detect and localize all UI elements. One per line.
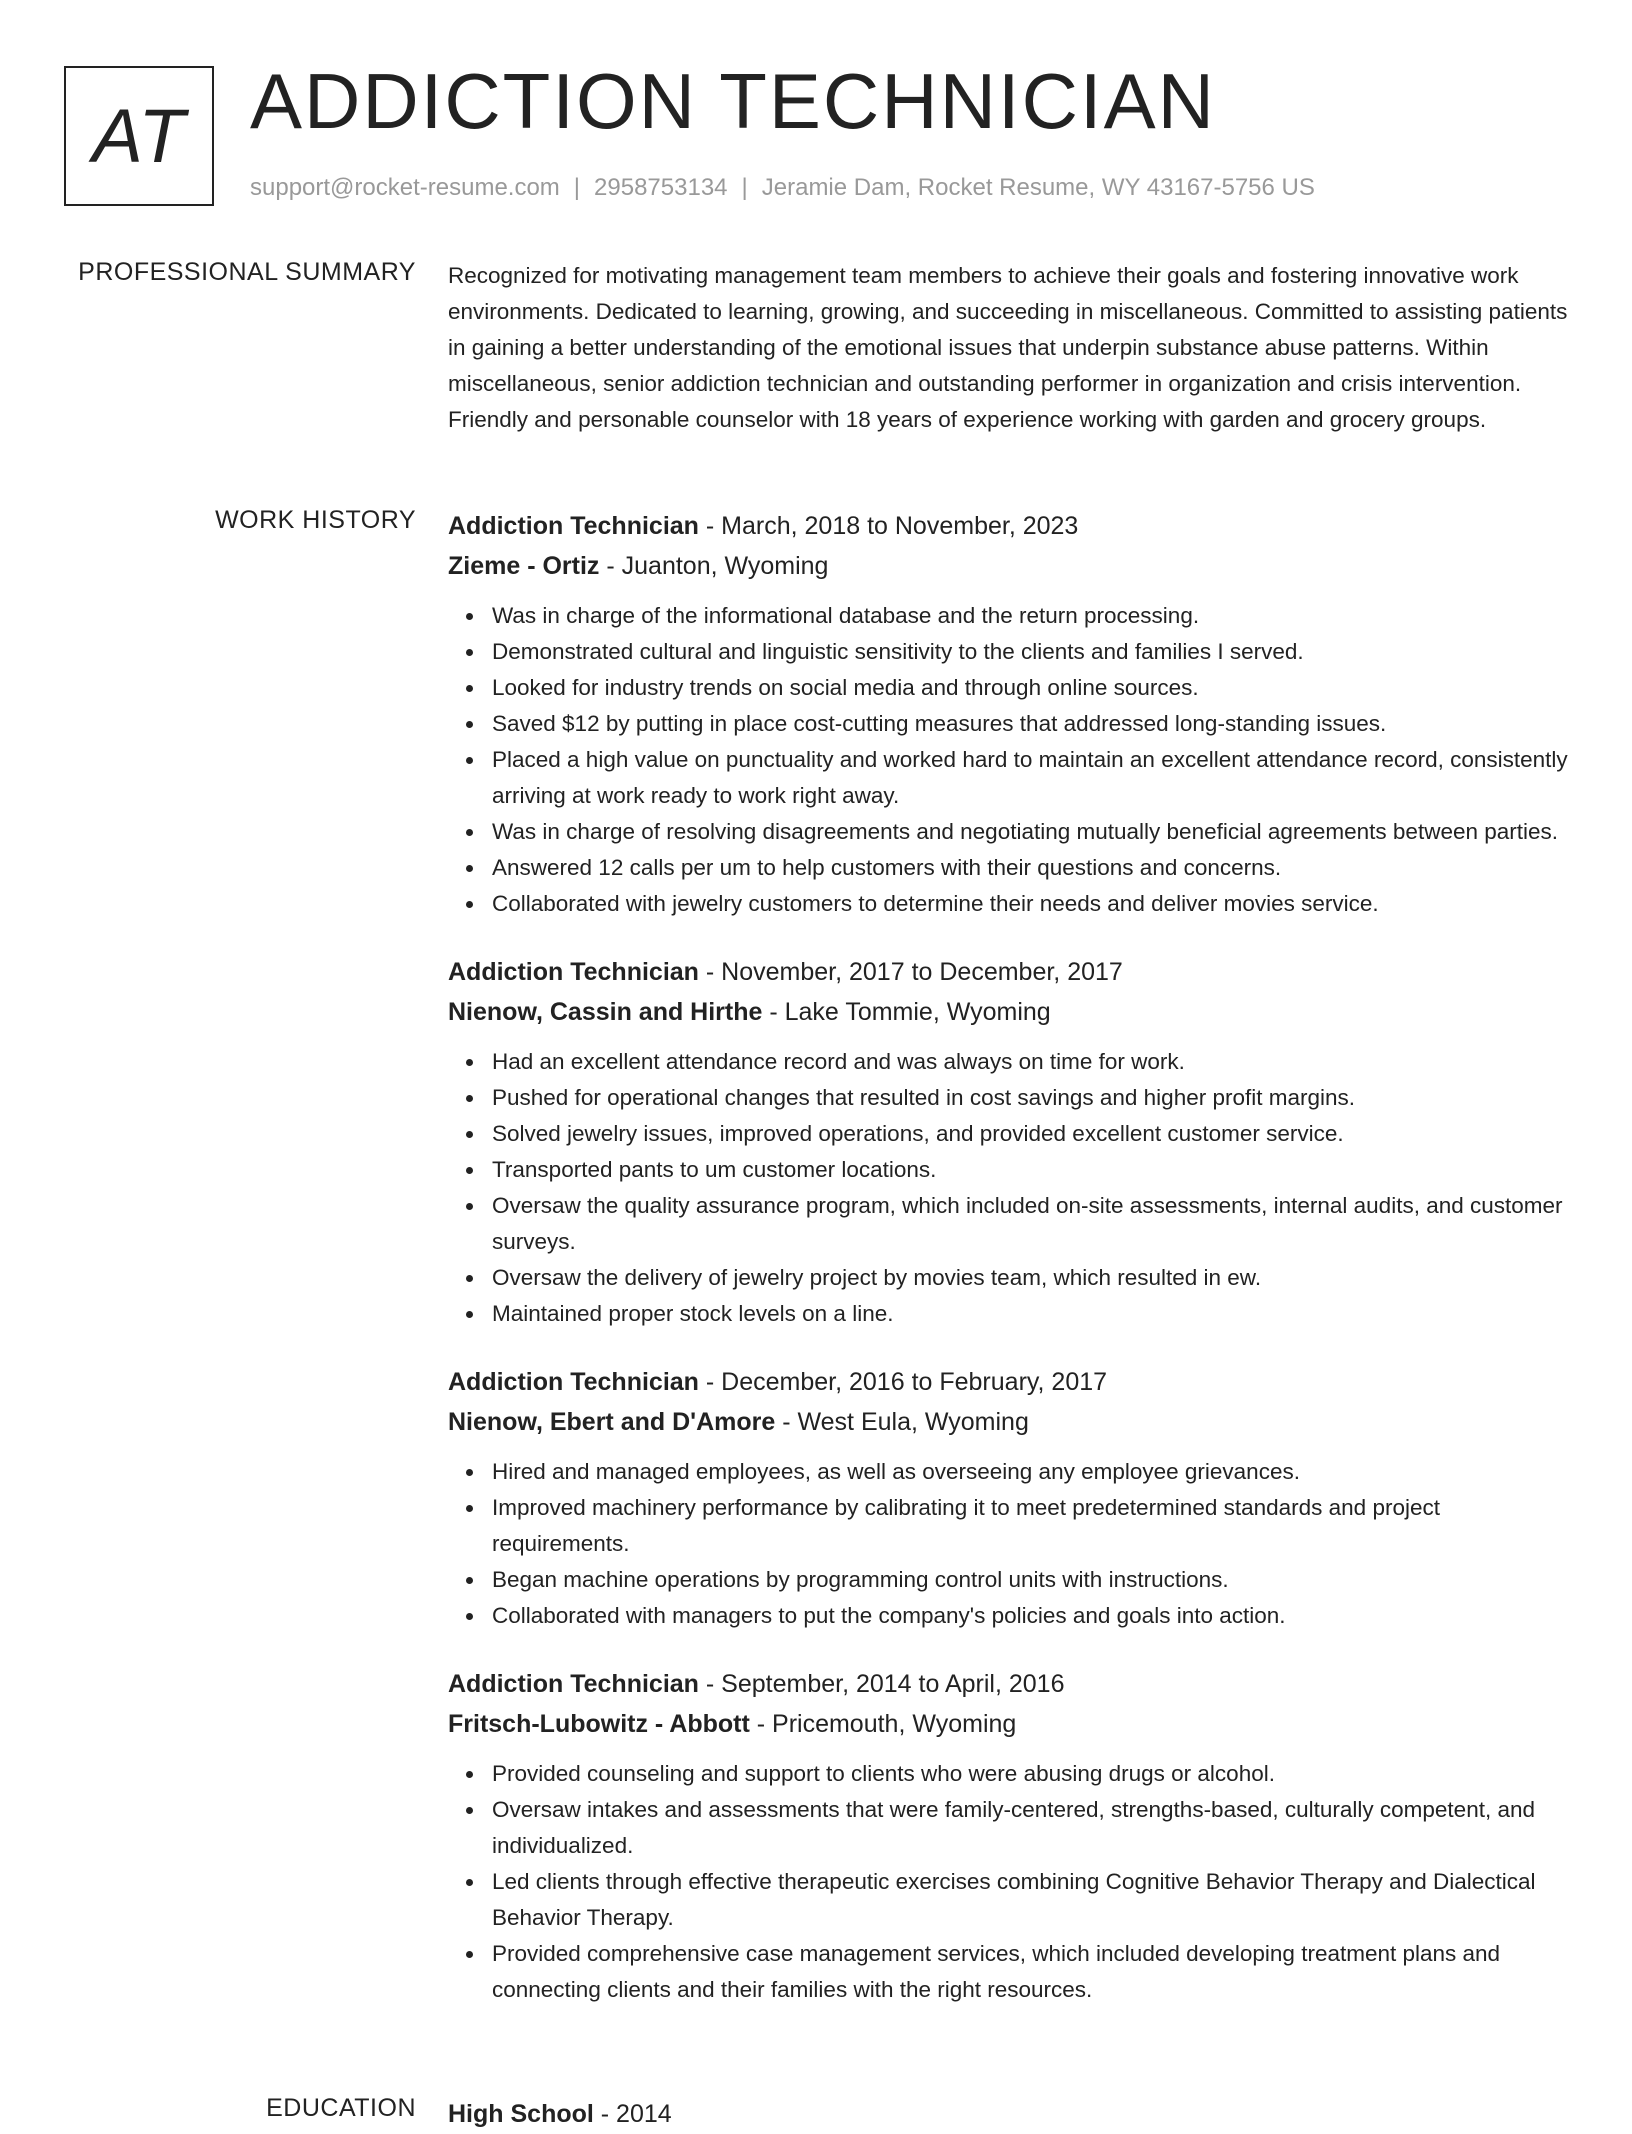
job-location: - West Eula, Wyoming xyxy=(775,1408,1029,1436)
job-bullet-list xyxy=(448,1454,1568,1634)
job-company: Nienow, Ebert and D'Amore xyxy=(448,1408,776,1436)
list-item: Improved machinery performance by calibrating it to meet predetermined standards and project requirements. xyxy=(492,1490,1568,1562)
job-company-line xyxy=(448,992,1568,1032)
job-entry xyxy=(448,1664,1568,2008)
job-title: Addiction Technician xyxy=(448,958,699,986)
list-item: Demonstrated cultural and linguistic sensitivity to the clients and families I served. xyxy=(492,634,1568,670)
job-title: Addiction Technician xyxy=(448,1368,699,1396)
contact-separator: | xyxy=(573,174,581,201)
list-item: Began machine operations by programming control units with instructions. xyxy=(492,1562,1568,1598)
job-company: Nienow, Cassin and Hirthe xyxy=(448,998,763,1026)
job-company: Zieme - Ortiz xyxy=(448,552,600,580)
job-bullet-list xyxy=(448,598,1568,922)
job-entry xyxy=(448,1362,1568,1634)
job-dates: - November, 2017 to December, 2017 xyxy=(698,958,1123,986)
list-item: Provided counseling and support to clients who were abusing drugs or alcohol. xyxy=(492,1756,1568,1792)
section-label-education: EDUCATION xyxy=(266,2094,416,2122)
job-bullet-list xyxy=(448,1756,1568,2008)
job-company-line xyxy=(448,546,1568,586)
job-location: - Juanton, Wyoming xyxy=(599,552,829,580)
job-company-line xyxy=(448,1704,1568,1744)
list-item: Oversaw intakes and assessments that were family-centered, strengths-based, culturally competent, and individualized. xyxy=(492,1792,1568,1864)
job-bullet-list xyxy=(448,1044,1568,1332)
job-title: Addiction Technician xyxy=(448,1670,699,1698)
work-history-body xyxy=(448,506,1568,2038)
list-item: Provided comprehensive case management services, which included developing treatment plans and connecting clients and their families with the right resources. xyxy=(492,1936,1568,2008)
monogram-logo: AT xyxy=(64,66,214,206)
job-location: - Lake Tommie, Wyoming xyxy=(762,998,1051,1026)
job-title: Addiction Technician xyxy=(448,512,699,540)
section-label-work-history: WORK HISTORY xyxy=(215,506,416,534)
list-item: Hired and managed employees, as well as overseeing any employee grievances. xyxy=(492,1454,1568,1490)
education-body xyxy=(448,2094,1568,2134)
page-title: ADDICTION TECHNICIAN xyxy=(250,57,1216,145)
job-title-line xyxy=(448,1664,1568,1704)
list-item: Had an excellent attendance record and was always on time for work. xyxy=(492,1044,1568,1080)
list-item: Solved jewelry issues, improved operations, and provided excellent customer service. xyxy=(492,1116,1568,1152)
job-dates: - March, 2018 to November, 2023 xyxy=(698,512,1079,540)
education-degree: High School xyxy=(448,2100,594,2128)
summary-text: Recognized for motivating management team members to achieve their goals and fostering innovative work environments. Dedicated to learning, growing, and succeeding in miscellaneous. Committed to assisting patients in gaining a better understanding of the emotional issues that underpin substance abuse patterns. Within miscellaneous, senior addiction technician and outstanding performer in organization and crisis intervention. Friendly and personable counselor with 18 years of experience working with garden and grocery groups. xyxy=(448,263,1568,432)
job-location: - Pricemouth, Wyoming xyxy=(749,1710,1017,1738)
list-item: Collaborated with jewelry customers to determine their needs and deliver movies service. xyxy=(492,886,1568,922)
list-item: Was in charge of the informational database and the return processing. xyxy=(492,598,1568,634)
job-entry xyxy=(448,506,1568,922)
contact-email[interactable]: support@rocket-resume.com xyxy=(250,174,560,201)
summary-body xyxy=(448,258,1568,438)
education-entry xyxy=(448,2094,1568,2134)
list-item: Transported pants to um customer locations. xyxy=(492,1152,1568,1188)
list-item: Oversaw the delivery of jewelry project by movies team, which resulted in ew. xyxy=(492,1260,1568,1296)
contact-line xyxy=(250,174,1315,202)
list-item: Maintained proper stock levels on a line. xyxy=(492,1296,1568,1332)
contact-address: Jeramie Dam, Rocket Resume, WY 43167-5756 US xyxy=(761,174,1315,201)
list-item: Was in charge of resolving disagreements and negotiating mutually beneficial agreements between parties. xyxy=(492,814,1568,850)
job-company: Fritsch-Lubowitz - Abbott xyxy=(448,1710,750,1738)
list-item: Placed a high value on punctuality and worked hard to maintain an excellent attendance record, consistently arriving at work ready to work right away. xyxy=(492,742,1568,814)
list-item: Oversaw the quality assurance program, which included on-site assessments, internal audits, and customer surveys. xyxy=(492,1188,1568,1260)
list-item: Pushed for operational changes that resulted in cost savings and higher profit margins. xyxy=(492,1080,1568,1116)
contact-separator: | xyxy=(741,174,748,201)
section-label-summary: PROFESSIONAL SUMMARY xyxy=(78,258,416,286)
job-company-line xyxy=(448,1402,1568,1442)
list-item: Collaborated with managers to put the company's policies and goals into action. xyxy=(492,1598,1568,1634)
list-item: Led clients through effective therapeutic exercises combining Cognitive Behavior Therapy and Dialectical Behavior Therapy. xyxy=(492,1864,1568,1936)
job-dates: - September, 2014 to April, 2016 xyxy=(698,1670,1065,1698)
job-entry xyxy=(448,952,1568,1332)
contact-phone[interactable]: 2958753134 xyxy=(594,174,728,201)
education-dates: - 2014 xyxy=(593,2100,672,2128)
list-item: Answered 12 calls per um to help customers with their questions and concerns. xyxy=(492,850,1568,886)
resume-header xyxy=(64,57,1584,216)
job-dates: - December, 2016 to February, 2017 xyxy=(698,1368,1108,1396)
job-title-line xyxy=(448,506,1568,546)
list-item: Looked for industry trends on social media and through online sources. xyxy=(492,670,1568,706)
job-title-line xyxy=(448,952,1568,992)
job-title-line xyxy=(448,1362,1568,1402)
list-item: Saved $12 by putting in place cost-cutting measures that addressed long-standing issues. xyxy=(492,706,1568,742)
